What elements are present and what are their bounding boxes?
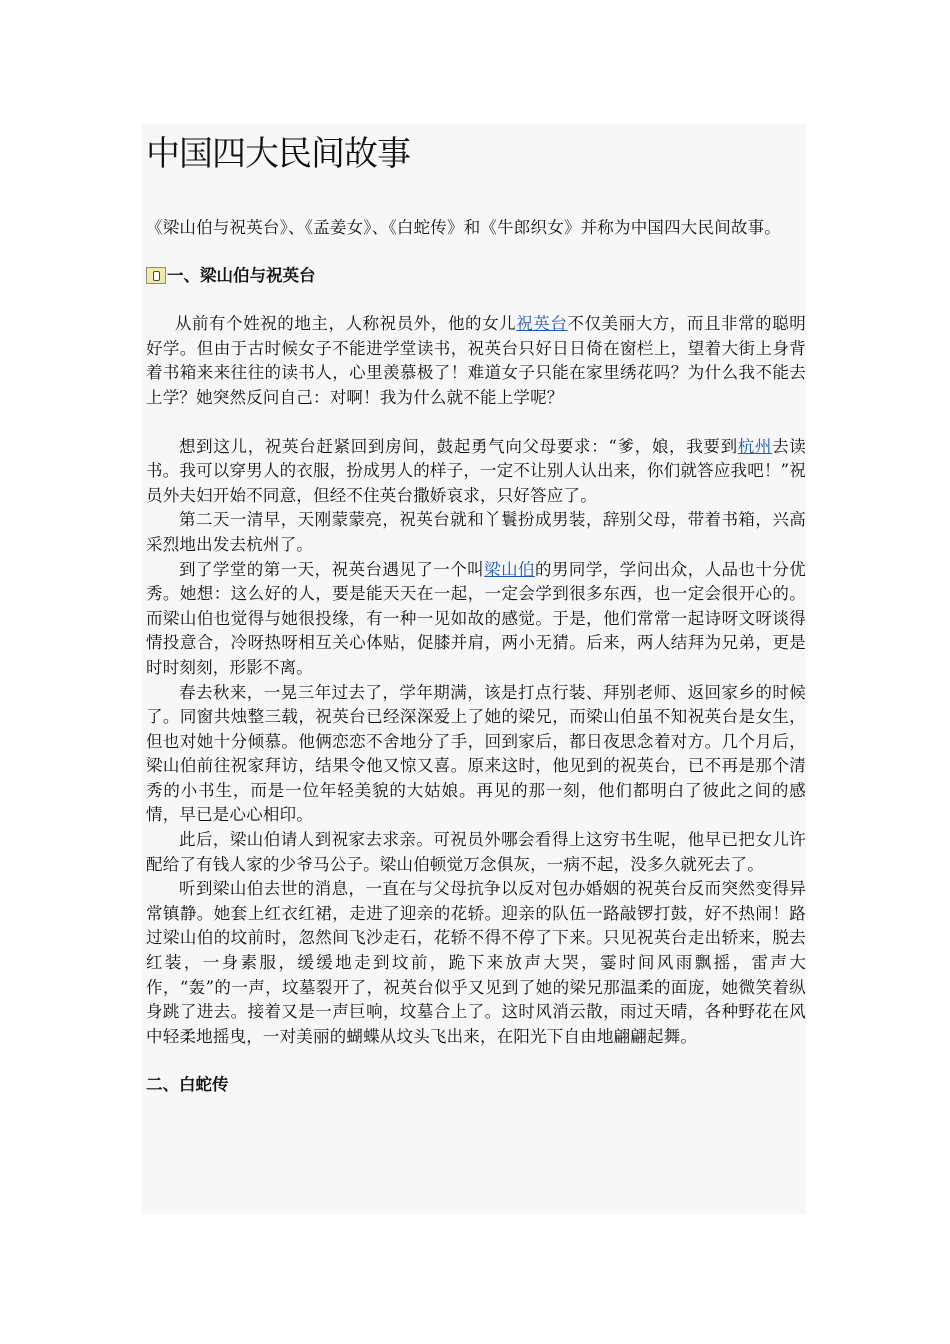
intro-paragraph: 《梁山伯与祝英台》、《孟姜女》、《白蛇传》和《牛郎织女》并称为中国四大民间故事。 bbox=[146, 218, 781, 237]
link-hangzhou[interactable]: 杭州 bbox=[737, 436, 773, 456]
edit-note-icon bbox=[146, 267, 166, 284]
section-heading-liang-zhu bbox=[146, 264, 806, 289]
story-paragraph bbox=[146, 312, 806, 410]
paragraph-text: 去读书。我可以穿男人的衣服，扮成男人的样子，一定不让别人认出来，你们就答应我吧！”祝员外夫妇开始不同意，但经不住英台撒娇哀求，只好答应了。 bbox=[146, 436, 806, 505]
story-paragraph bbox=[146, 435, 806, 509]
story-paragraph: 听到梁山伯去世的消息，一直在与父母抗争以反对包办婚姻的祝英台反而突然变得异常镇静。她套上红衣红裙，走进了迎亲的花轿。迎亲的队伍一路敲锣打鼓，好不热闹！路过梁山伯的坟前时，忽然间飞沙走石，花轿不得不停了下来。只见祝英台走出轿来，脱去红装，一身素服，缓缓地走到坟前，跪下来放声大哭，霎时间风雨飘摇，雷声大作，“轰”的一声，坟墓裂开了，祝英台似乎又见到了她的梁兄那温柔的面庞，她微笑着纵身跳了进去。接着又是一声巨响，坟墓合上了。这时风消云散，雨过天晴，各种野花在风中轻柔地摇曳，一对美丽的蝴蝶从坟头飞出来，在阳光下自由地翩翩起舞。 bbox=[146, 879, 806, 1046]
story-paragraph bbox=[146, 558, 806, 681]
link-liang-shanbo[interactable]: 梁山伯 bbox=[484, 559, 535, 579]
paragraph-text: 不仅美丽大方，而且非常的聪明好学。但由于古时候女子不能进学堂读书，祝英台只好日日倚在窗栏上，望着大街上身背着书箱来来往往的读书人，心里羡慕极了！难道女子只能在家里绣花吗？为什么我不能去上学？她突然反问自己：对啊！我为什么就不能上学呢？ bbox=[146, 314, 806, 407]
section-heading-white-snake: 二、白蛇传 bbox=[146, 1075, 229, 1095]
paragraph-text: 到了学堂的第一天，祝英台遇见了一个叫 bbox=[179, 559, 485, 579]
story-paragraph: 第二天一清早，天刚蒙蒙亮，祝英台就和丫鬟扮成男装，辞别父母，带着书箱，兴高采烈地出发去杭州了。 bbox=[146, 510, 806, 554]
paragraph-text: 从前有个姓祝的地主，人称祝员外，他的女儿 bbox=[174, 314, 517, 334]
paragraph-text: 想到这儿，祝英台赶紧回到房间，鼓起勇气向父母要求：“爹，娘，我要到 bbox=[179, 436, 738, 456]
link-zhu-yingtai[interactable]: 祝英台 bbox=[516, 314, 568, 334]
story-paragraph: 此后，梁山伯请人到祝家去求亲。可祝员外哪会看得上这穷书生呢，他早已把女儿许配给了有钱人家的少爷马公子。梁山伯顿觉万念俱灰，一病不起，没多久就死去了。 bbox=[146, 830, 806, 874]
page-title: 中国四大民间故事 bbox=[146, 134, 410, 174]
paragraph-text: 的男同学，学问出众，人品也十分优秀。她想：这么好的人，要是能天天在一起，一定会学到很多东西，也一定会很开心的。而梁山伯也觉得与她很投缘，有一种一见如故的感觉。于是，他们常常一起诗呀文呀谈得情投意合，冷呀热呀相互关心体贴，促膝并肩，两小无猜。后来，两人结拜为兄弟，更是时时刻刻，形影不离。 bbox=[146, 559, 806, 677]
story-paragraph: 春去秋来，一晃三年过去了，学年期满，该是打点行装、拜别老师、返回家乡的时候了。同窗共烛整三载，祝英台已经深深爱上了她的梁兄，而梁山伯虽不知祝英台是女生，但也对她十分倾慕。他俩恋恋不舍地分了手，回到家后，都日夜思念着对方。几个月后，梁山伯前往祝家拜访，结果令他又惊又喜。原来这时，他见到的祝英台，已不再是那个清秀的小书生，而是一位年轻美貌的大姑娘。再见的那一刻，他们都明白了彼此之间的感情，早已是心心相印。 bbox=[146, 682, 806, 825]
document-content bbox=[146, 124, 806, 1098]
section-heading-text: 一、梁山伯与祝英台 bbox=[167, 265, 316, 285]
